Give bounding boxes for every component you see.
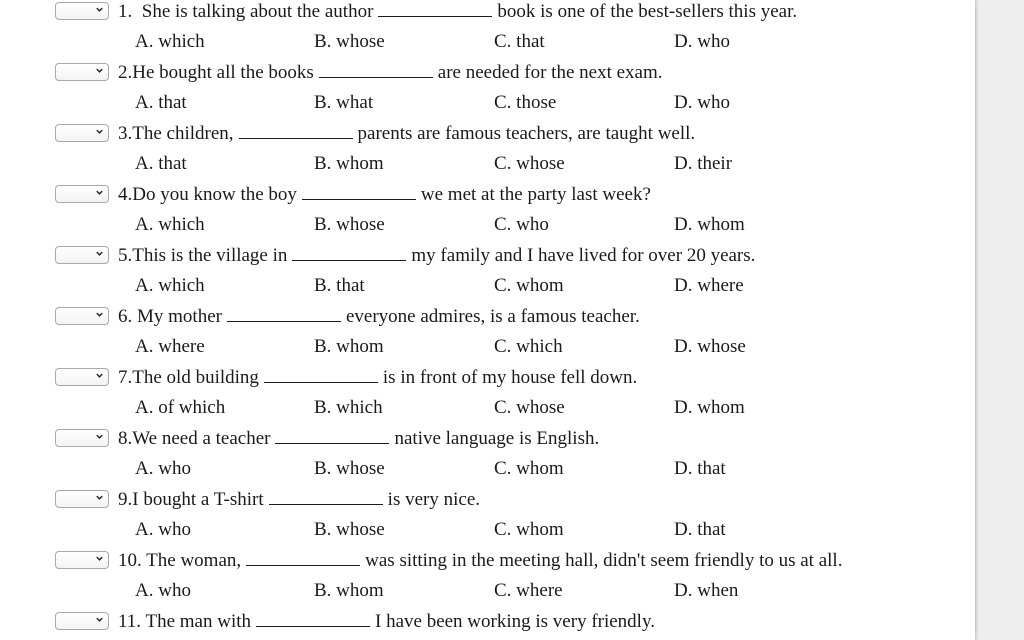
option-b: B. whose <box>314 458 385 479</box>
question-stem-after: native language is English. <box>394 428 600 449</box>
question-stem-before: This is the village in <box>132 245 288 266</box>
option-d: D. their <box>674 153 733 174</box>
chevron-down-icon <box>95 432 104 441</box>
question-number: 3. <box>118 123 133 144</box>
option-a: A. who <box>135 519 191 540</box>
question-stem-after: book is one of the best-sellers this year. <box>497 1 798 22</box>
option-d: D. whom <box>674 214 745 235</box>
question-stem-after: I have been working is very friendly. <box>375 611 655 632</box>
question-number: 4. <box>118 184 133 205</box>
option-a: A. who <box>135 580 191 601</box>
question-stem-before: She is talking about the author <box>141 1 374 22</box>
question-stem-before: The man with <box>145 611 251 632</box>
option-b: B. whom <box>314 336 384 357</box>
question-text <box>118 244 755 268</box>
question-text <box>118 610 655 634</box>
question-number: 10. <box>118 550 142 571</box>
answer-dropdown[interactable] <box>55 63 109 81</box>
question-number: 11. <box>118 611 142 632</box>
option-b: B. whose <box>314 214 385 235</box>
answer-blank <box>378 0 492 17</box>
question-text <box>118 305 640 329</box>
answer-blank <box>256 610 370 627</box>
chevron-down-icon <box>95 66 104 75</box>
chevron-down-icon <box>95 554 104 563</box>
answer-blank <box>269 488 383 505</box>
chevron-down-icon <box>95 188 104 197</box>
question-text <box>118 366 637 390</box>
answer-blank <box>264 366 378 383</box>
option-c: C. whose <box>494 397 565 418</box>
question-number: 5. <box>118 245 133 266</box>
option-d: D. when <box>674 580 739 601</box>
question-stem-before: My mother <box>137 306 222 327</box>
option-d: D. whom <box>674 397 745 418</box>
question-stem-after: my family and I have lived for over 20 years. <box>411 245 756 266</box>
question-text <box>118 61 663 85</box>
chevron-down-icon <box>95 371 104 380</box>
option-b: B. whose <box>314 31 385 52</box>
question-stem-before: The children, <box>132 123 234 144</box>
answer-dropdown[interactable] <box>55 124 109 142</box>
question-stem-after: parents are famous teachers, are taught well. <box>357 123 696 144</box>
question-row <box>0 0 975 52</box>
question-number: 2. <box>118 62 133 83</box>
chevron-down-icon <box>95 615 104 624</box>
answer-blank <box>275 427 389 444</box>
option-a: A. where <box>135 336 205 357</box>
option-b: B. what <box>314 92 374 113</box>
chevron-down-icon <box>95 493 104 502</box>
option-c: C. whom <box>494 275 564 296</box>
question-stem-before: I bought a T-shirt <box>132 489 264 510</box>
answer-blank <box>227 305 341 322</box>
question-number: 8. <box>118 428 133 449</box>
question-stem-after: we met at the party last week? <box>420 184 651 205</box>
question-row <box>0 366 975 418</box>
answer-blank <box>246 549 360 566</box>
question-row <box>0 61 975 113</box>
answer-blank <box>319 61 433 78</box>
question-number: 6. <box>118 306 133 327</box>
option-b: B. whose <box>314 519 385 540</box>
question-stem-after: are needed for the next exam. <box>437 62 663 83</box>
option-d: D. that <box>674 519 726 540</box>
option-a: A. who <box>135 458 191 479</box>
option-d: D. where <box>674 275 744 296</box>
option-a: A. that <box>135 92 187 113</box>
question-number: 9. <box>118 489 133 510</box>
option-d: D. who <box>674 31 730 52</box>
option-b: B. whom <box>314 580 384 601</box>
chevron-down-icon <box>95 127 104 136</box>
question-stem-after: is in front of my house fell down. <box>382 367 638 388</box>
question-number: 7. <box>118 367 133 388</box>
question-stem-before: The old building <box>132 367 259 388</box>
answer-blank <box>292 244 406 261</box>
option-a: A. which <box>135 31 205 52</box>
option-a: A. which <box>135 214 205 235</box>
answer-dropdown[interactable] <box>55 429 109 447</box>
option-b: B. that <box>314 275 365 296</box>
question-stem-before: He bought all the books <box>132 62 314 83</box>
question-row <box>0 427 975 479</box>
question-text <box>118 183 651 207</box>
option-b: B. whom <box>314 153 384 174</box>
chevron-down-icon <box>95 310 104 319</box>
answer-dropdown[interactable] <box>55 2 109 20</box>
answer-dropdown[interactable] <box>55 246 109 264</box>
question-stem-before: Do you know the boy <box>132 184 297 205</box>
question-row <box>0 244 975 296</box>
question-stem-after: was sitting in the meeting hall, didn't seem friendly to us at all. <box>365 550 843 571</box>
question-stem-before: The woman, <box>146 550 242 571</box>
answer-dropdown[interactable] <box>55 368 109 386</box>
question-stem-before: We need a teacher <box>132 428 271 449</box>
option-a: A. which <box>135 275 205 296</box>
option-b: B. which <box>314 397 383 418</box>
option-c: C. which <box>494 336 563 357</box>
answer-dropdown[interactable] <box>55 612 109 630</box>
chevron-down-icon <box>95 5 104 14</box>
option-d: D. who <box>674 92 730 113</box>
question-text <box>118 488 480 512</box>
option-c: C. that <box>494 31 545 52</box>
question-text <box>118 0 797 24</box>
option-c: C. whom <box>494 519 564 540</box>
option-c: C. where <box>494 580 563 601</box>
question-row <box>0 122 975 174</box>
answer-dropdown[interactable] <box>55 185 109 203</box>
chevron-down-icon <box>95 249 104 258</box>
question-row <box>0 305 975 357</box>
option-c: C. those <box>494 92 557 113</box>
answer-dropdown[interactable] <box>55 490 109 508</box>
question-row <box>0 183 975 235</box>
option-d: D. whose <box>674 336 746 357</box>
option-c: C. whose <box>494 153 565 174</box>
option-c: C. whom <box>494 458 564 479</box>
question-text <box>118 427 599 451</box>
question-text <box>118 122 695 146</box>
answer-dropdown[interactable] <box>55 551 109 569</box>
question-row <box>0 610 975 640</box>
option-d: D. that <box>674 458 726 479</box>
question-row <box>0 488 975 540</box>
option-c: C. who <box>494 214 549 235</box>
question-row <box>0 549 975 601</box>
option-a: A. of which <box>135 397 226 418</box>
question-text <box>118 549 842 573</box>
question-number: 1. <box>118 1 133 22</box>
question-stem-after: everyone admires, is a famous teacher. <box>345 306 640 327</box>
option-a: A. that <box>135 153 187 174</box>
question-stem-after: is very nice. <box>387 489 480 510</box>
answer-blank <box>302 183 416 200</box>
answer-blank <box>239 122 353 139</box>
answer-dropdown[interactable] <box>55 307 109 325</box>
